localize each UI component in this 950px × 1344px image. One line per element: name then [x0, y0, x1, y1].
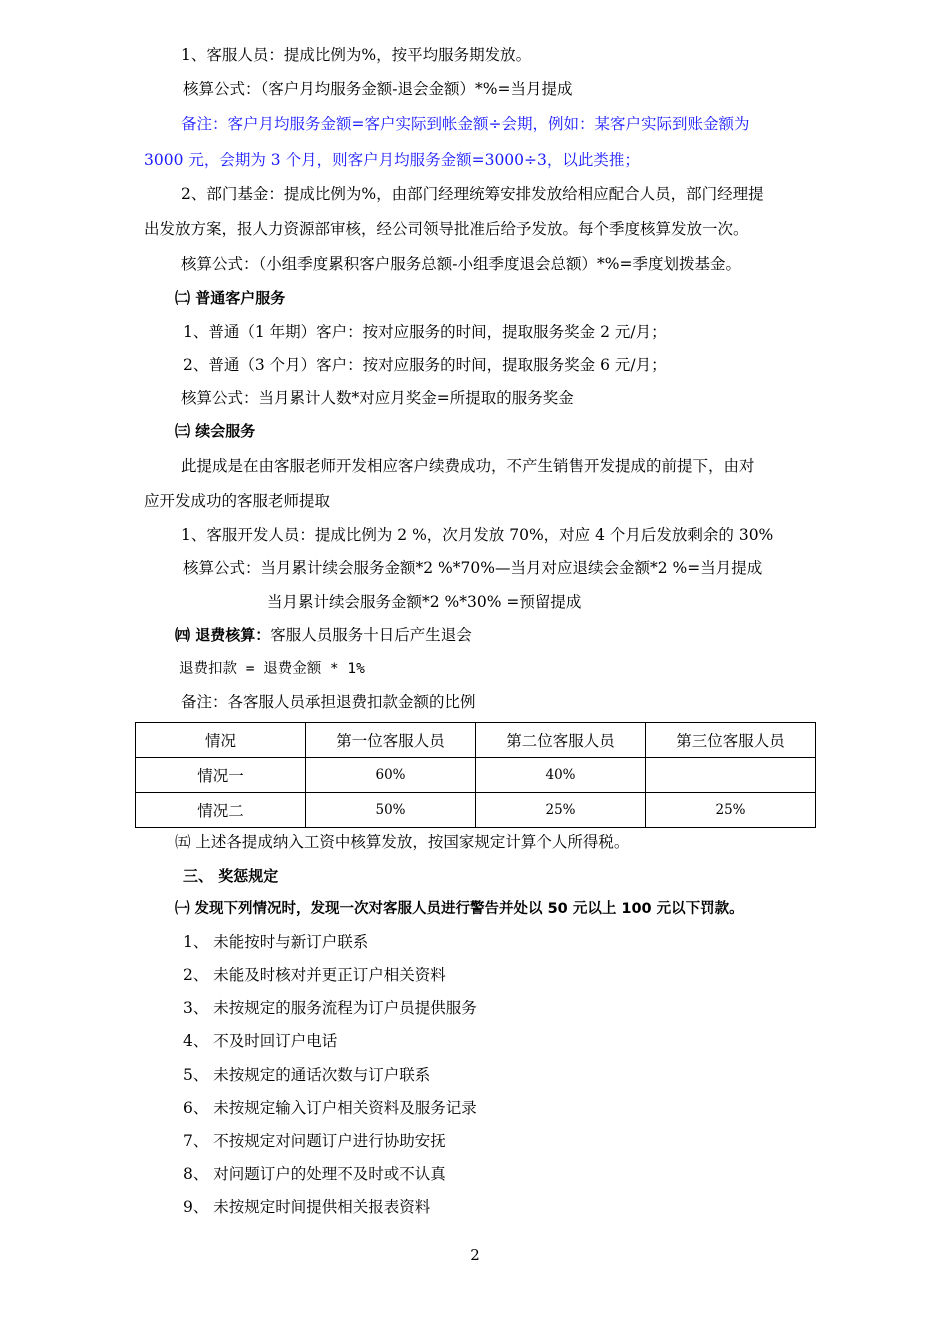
page-number: 2 [470, 1246, 480, 1264]
table-header-cell: 情况 [136, 723, 306, 758]
dept-fund-formula: 核算公式：（小组季度累积客户服务总额-小组季度退会总额）*%=季度划拨基金。 [181, 255, 741, 273]
list-item: 1、 未能按时与新订户联系 [183, 933, 369, 951]
table-header-row [136, 723, 816, 758]
list-item: 7、 不按规定对问题订户进行协助安抚 [183, 1132, 446, 1150]
table-header-cell: 第三位客服人员 [646, 723, 816, 758]
table-row [136, 758, 816, 793]
dept-fund-line2: 出发放方案，报人力资源部审核，经公司领导批准后给予发放。每个季度核算发放一次。 [144, 220, 749, 238]
commission-staff-formula: 核算公式：（客户月均服务金额-退会金额）*%=当月提成 [183, 80, 573, 98]
normal-service-heading: ㈡ 普通客户服务 [175, 289, 286, 307]
penalty-rule-1: ㈠ 发现下列情况时，发现一次对客服人员进行警告并处以 50 元以上 100 元以下罚款。 [175, 901, 744, 917]
note-monthly-amount-line2: 3000 元，会期为 3 个月，则客户月均服务金额=3000÷3，以此类推； [144, 151, 640, 169]
table-cell: 情况二 [136, 793, 306, 828]
table-header-cell: 第一位客服人员 [306, 723, 476, 758]
list-item: 9、 未按规定时间提供相关报表资料 [183, 1198, 431, 1216]
refund-heading-rest: 客服人员服务十日后产生退会 [270, 626, 472, 644]
refund-ratio-note: 备注：各客服人员承担退费扣款金额的比例 [181, 693, 476, 711]
refund-deduction-formula: 退费扣款 = 退费金额 * 1% [179, 661, 365, 677]
refund-heading: ㈣ 退费核算： [175, 626, 271, 644]
table-header-cell: 第二位客服人员 [476, 723, 646, 758]
list-item: 4、 不及时回订户电话 [183, 1032, 338, 1050]
list-item: 2、 未能及时核对并更正订户相关资料 [183, 966, 446, 984]
renewal-formula-2: 当月累计续会服务金额*2 %*30% =预留提成 [267, 593, 582, 611]
list-item: 8、 对问题订户的处理不及时或不认真 [183, 1165, 446, 1183]
renewal-item-1: 1、客服开发人员：提成比例为 2 %，次月发放 70%，对应 4 个月后发放剩余的 30% [181, 526, 774, 544]
renewal-heading: ㈢ 续会服务 [175, 422, 256, 440]
renewal-desc-line1: 此提成是在由客服老师开发相应客户续费成功，不产生销售开发提成的前提下，由对 [181, 457, 755, 475]
table-cell: 60% [306, 758, 476, 793]
renewal-formula-1: 核算公式：当月累计续会服务金额*2 %*70%—当月对应退续会金额*2 %=当月提成 [183, 559, 763, 577]
table-cell: 40% [476, 758, 646, 793]
list-item: 3、 未按规定的服务流程为订户员提供服务 [183, 999, 477, 1017]
commission-staff-ratio: 1、客服人员：提成比例为%，按平均服务期发放。 [181, 46, 532, 64]
dept-fund-line1: 2、部门基金：提成比例为%，由部门经理统筹安排发放给相应配合人员，部门经理提 [181, 185, 764, 203]
refund-heading-line [175, 625, 472, 645]
note-monthly-amount-line1: 备注：客户月均服务金额=客户实际到帐金额÷会期，例如：某客户实际到账金额为 [181, 115, 750, 133]
table-cell: 50% [306, 793, 476, 828]
table-cell: 25% [646, 793, 816, 828]
normal-service-item-2: 2、普通（3 个月）客户：按对应服务的时间，提取服务奖金 6 元/月； [183, 356, 667, 374]
refund-ratio-table [135, 722, 816, 828]
table-row [136, 793, 816, 828]
normal-service-item-1: 1、普通（1 年期）客户：按对应服务的时间，提取服务奖金 2 元/月； [183, 323, 667, 341]
tax-note: ㈤ 上述各提成纳入工资中核算发放，按国家规定计算个人所得税。 [175, 833, 630, 851]
table-cell: 情况一 [136, 758, 306, 793]
table-cell [646, 758, 816, 793]
list-item: 6、 未按规定输入订户相关资料及服务记录 [183, 1099, 477, 1117]
renewal-desc-line2: 应开发成功的客服老师提取 [144, 492, 331, 510]
rewards-penalties-heading: 三、 奖惩规定 [183, 867, 279, 885]
normal-service-formula: 核算公式：当月累计人数*对应月奖金=所提取的服务奖金 [181, 389, 574, 407]
table-cell: 25% [476, 793, 646, 828]
list-item: 5、 未按规定的通话次数与订户联系 [183, 1066, 431, 1084]
